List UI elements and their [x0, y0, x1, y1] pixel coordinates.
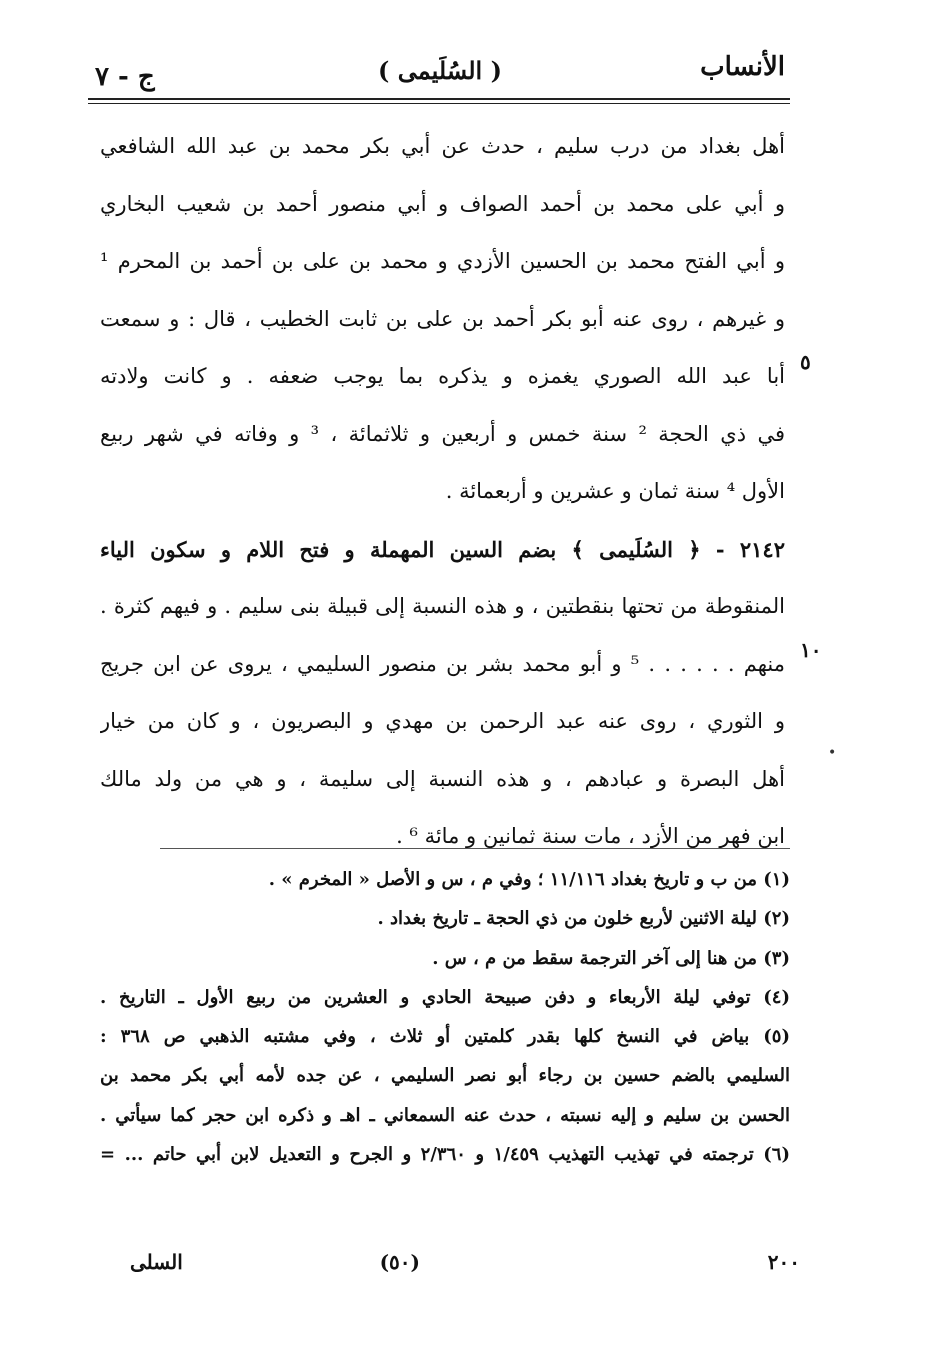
running-title: الأنساب — [700, 52, 785, 82]
catchword: السلى — [130, 1250, 183, 1274]
footnote: (٥) بياض في النسخ كلها بقدر كلمتين أو ثلاث ، وفي مشتبه الذهبي ص ٣٦٨ : — [100, 1026, 790, 1048]
main-text — [100, 118, 785, 866]
text-line: منهم . . . . . . ⁵ و أبو محمد بشر بن منصور السليمي ، يروى عن ابن جريج — [100, 651, 785, 676]
footnote: (٢) ليلة الاثنين لأربع خلون من ذي الحجة ـ تاريخ بغداد . — [377, 908, 790, 930]
text-line: ابن فهر من الأزد ، مات سنة ثمانين و مائة ⁶ . — [396, 824, 785, 848]
page-number: ٢٠٠ — [767, 1250, 800, 1274]
line-number-5: ٥ — [800, 350, 811, 374]
text-line: و أبي على محمد بن أحمد الصواف و أبي منصور أحمد بن شعيب البخاري — [100, 191, 785, 216]
footnote-rule — [160, 848, 790, 849]
text-line: المنقوطة من تحتها بنقطتين ، و هذه النسبة إلى قبيلة بنى سليم . و فيهم كثرة . — [100, 594, 785, 618]
header-rule — [88, 98, 790, 104]
line-number-10: ١٠ — [800, 638, 822, 662]
margin-dot: • — [828, 745, 837, 761]
footnotes — [100, 860, 790, 1174]
page-footer — [130, 1250, 800, 1284]
text-line: في ذي الحجة ² سنة خمس و أربعين و ثلاثمائة ، ³ و وفاته في شهر ربيع — [100, 421, 785, 446]
volume-label: ج - ٧ — [95, 62, 155, 92]
text-line: و الثوري ، روى عنه عبد الرحمن بن مهدي و البصريون ، و كان من خيار — [100, 709, 785, 733]
text-line: أهل بغداد من درب سليم ، حدث عن أبي بكر محمد بن عبد الله الشافعي — [100, 134, 785, 158]
footnote: (٤) توفي ليلة الأربعاء و دفن صبيحة الحادي و العشرين من ربيع الأول ـ التاريخ . — [100, 986, 790, 1008]
text-line: أبا عبد الله الصوري يغمزه و يذكره بما يوجب ضعفه . و كانت ولادته — [100, 364, 785, 388]
text-line: و أبي الفتح محمد بن الحسين الأزدي و محمد بن على بن أحمد بن المحرم ¹ — [100, 249, 785, 273]
footnote: (٣) من هنا إلى آخر الترجمة سقط من م ، س . — [432, 947, 790, 969]
signature-mark: (٥٠) — [379, 1250, 420, 1274]
section-title: ( السُلَيمى ) — [378, 56, 502, 85]
footnote-continuation: الحسن بن سليم و إليه نسبته ، حدث عنه السمعاني ـ اهـ و ذكره ابن حجر كما سيأتي . — [100, 1104, 790, 1126]
entry-heading-line: ٢١٤٢ - ﴿ السُلَيمى ﴾ بضم السين المهملة و فتح اللام و سكون الياء — [100, 536, 785, 562]
footnote: (٦) ترجمته في تهذيب التهذيب ١/٤٥٩ و ٢/٣٦٠ و الجرح و التعديل لابن أبي حاتم ... = — [100, 1144, 790, 1166]
text-line: الأول ⁴ سنة ثمان و عشرين و أربعمائة . — [445, 479, 785, 503]
footnote-continuation: السليمي بالضم حسين بن رجاء أبو نصر السليمي ، عن جده لأمه أبي بكر محمد بن — [100, 1065, 790, 1087]
text-line: و غيرهم ، روى عنه أبو بكر أحمد بن على بن ثابت الخطيب ، قال : و سمعت — [100, 306, 785, 331]
page-header — [95, 52, 785, 102]
text-line: أهل البصرة و عبادهم ، و هذه النسبة إلى سليمة ، و هي من ولد مالك — [100, 766, 785, 791]
footnote: (١) من ب و تاريخ بغداد ١١/١١٦ ؛ وفي م ، س و الأصل « المخرم » . — [268, 869, 790, 890]
